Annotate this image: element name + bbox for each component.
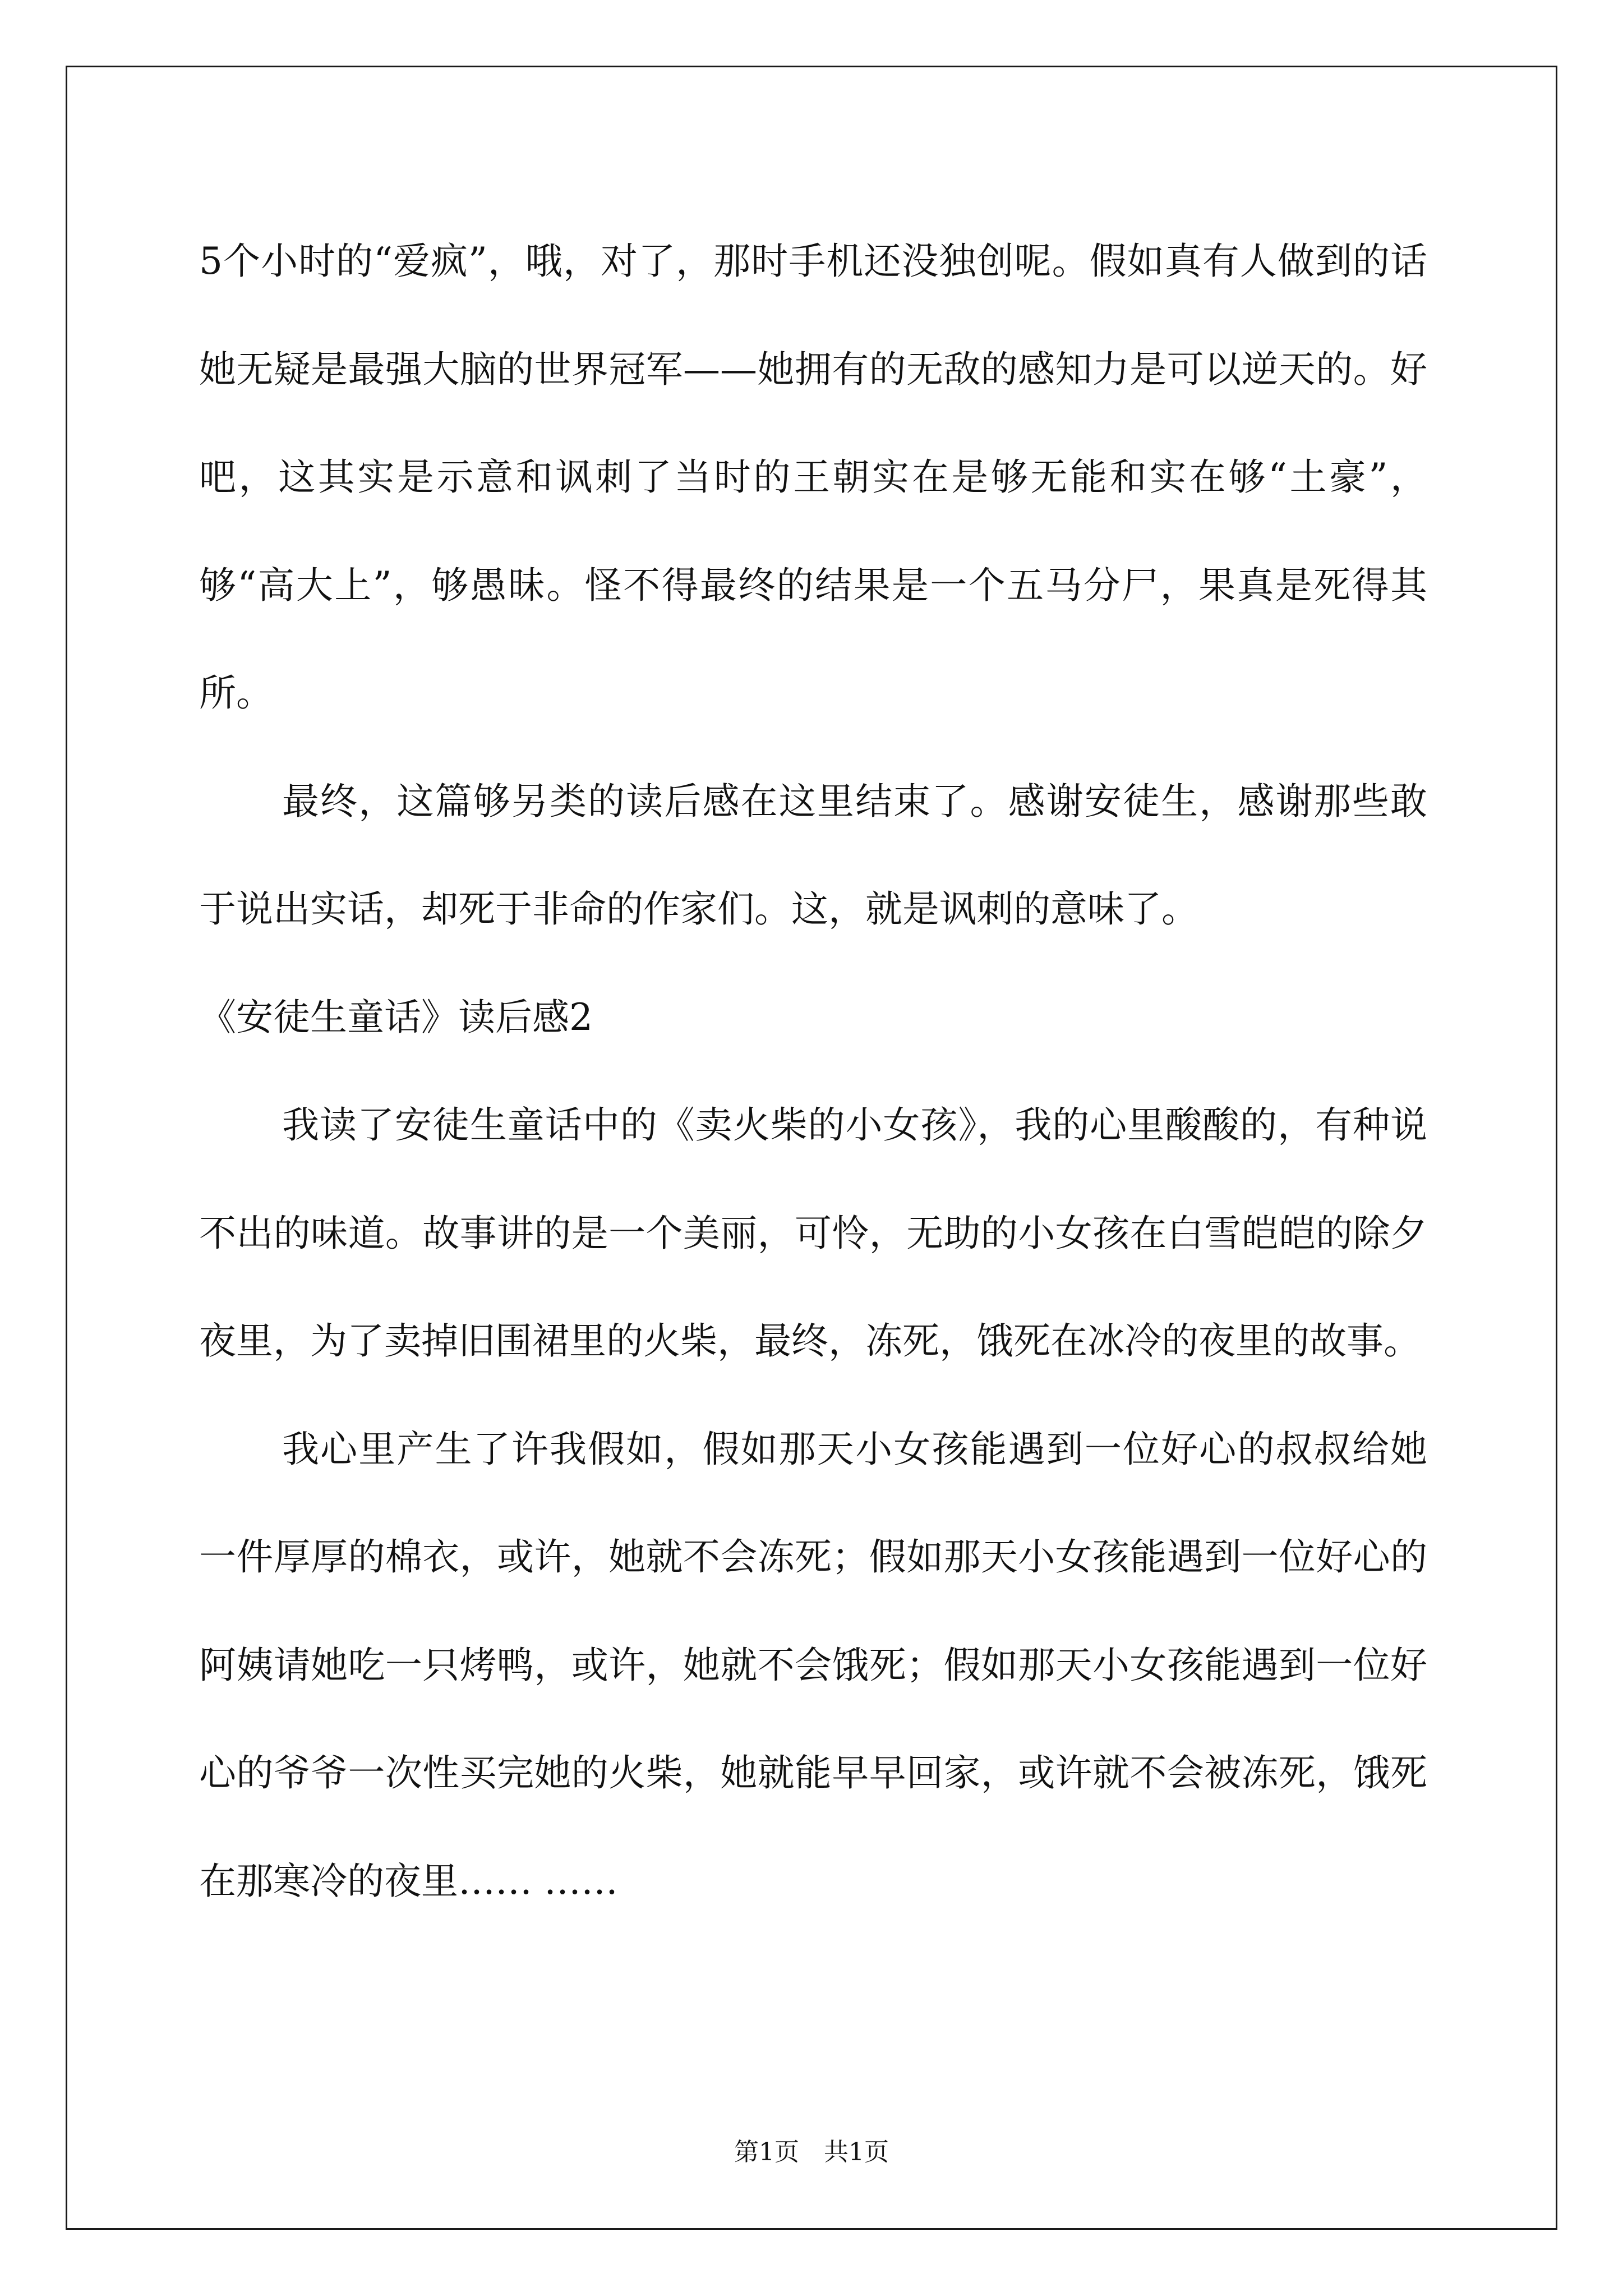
page-footer bbox=[0, 2132, 1623, 2168]
paragraph-reflection: 我心里产生了许我假如，假如那天小女孩能遇到一位好心的叔叔给她一件厚厚的棉衣，或许，她就不会冻死；假如那天小女孩能遇到一位好心的阿姨请她吃一只烤鸭，或许，她就不会饿死；假如那天小女孩能遇到一位好心的爷爷一次性买完她的火柴，她就能早早回家，或许就不会被冻死，饿死在那寒冷的夜里…… …… bbox=[199, 1427, 1427, 1903]
page-number-current: 第1页 bbox=[734, 2138, 799, 2166]
page-number-total: 共1页 bbox=[824, 2138, 889, 2166]
paragraph-continuation: 5个小时的“爱疯”，哦，对了，那时手机还没独创呢。假如真有人做到的话她无疑是最强大脑的世界冠军——她拥有的无敌的感知力是可以逆天的。好吧，这其实是示意和讽刺了当时的王朝实在是够无能和实在够“土豪”，够“高大上”，够愚昧。怪不得最终的结果是一个五马分尸，果真是死得其所。 bbox=[199, 240, 1427, 715]
paragraph-conclusion: 最终，这篇够另类的读后感在这里结束了。感谢安徒生，感谢那些敢于说出实话，却死于非命的作家们。这，就是讽刺的意味了。 bbox=[199, 779, 1427, 931]
document-body bbox=[199, 208, 1427, 1935]
paragraph-story-summary: 我读了安徒生童话中的《卖火柴的小女孩》，我的心里酸酸的，有种说不出的味道。故事讲的是一个美丽，可怜，无助的小女孩在白雪皑皑的除夕夜里，为了卖掉旧围裙里的火柴，最终，冻死，饿死在冰冷的夜里的故事。 bbox=[199, 1103, 1427, 1363]
section-heading: 《安徒生童话》读后感2 bbox=[199, 995, 593, 1039]
